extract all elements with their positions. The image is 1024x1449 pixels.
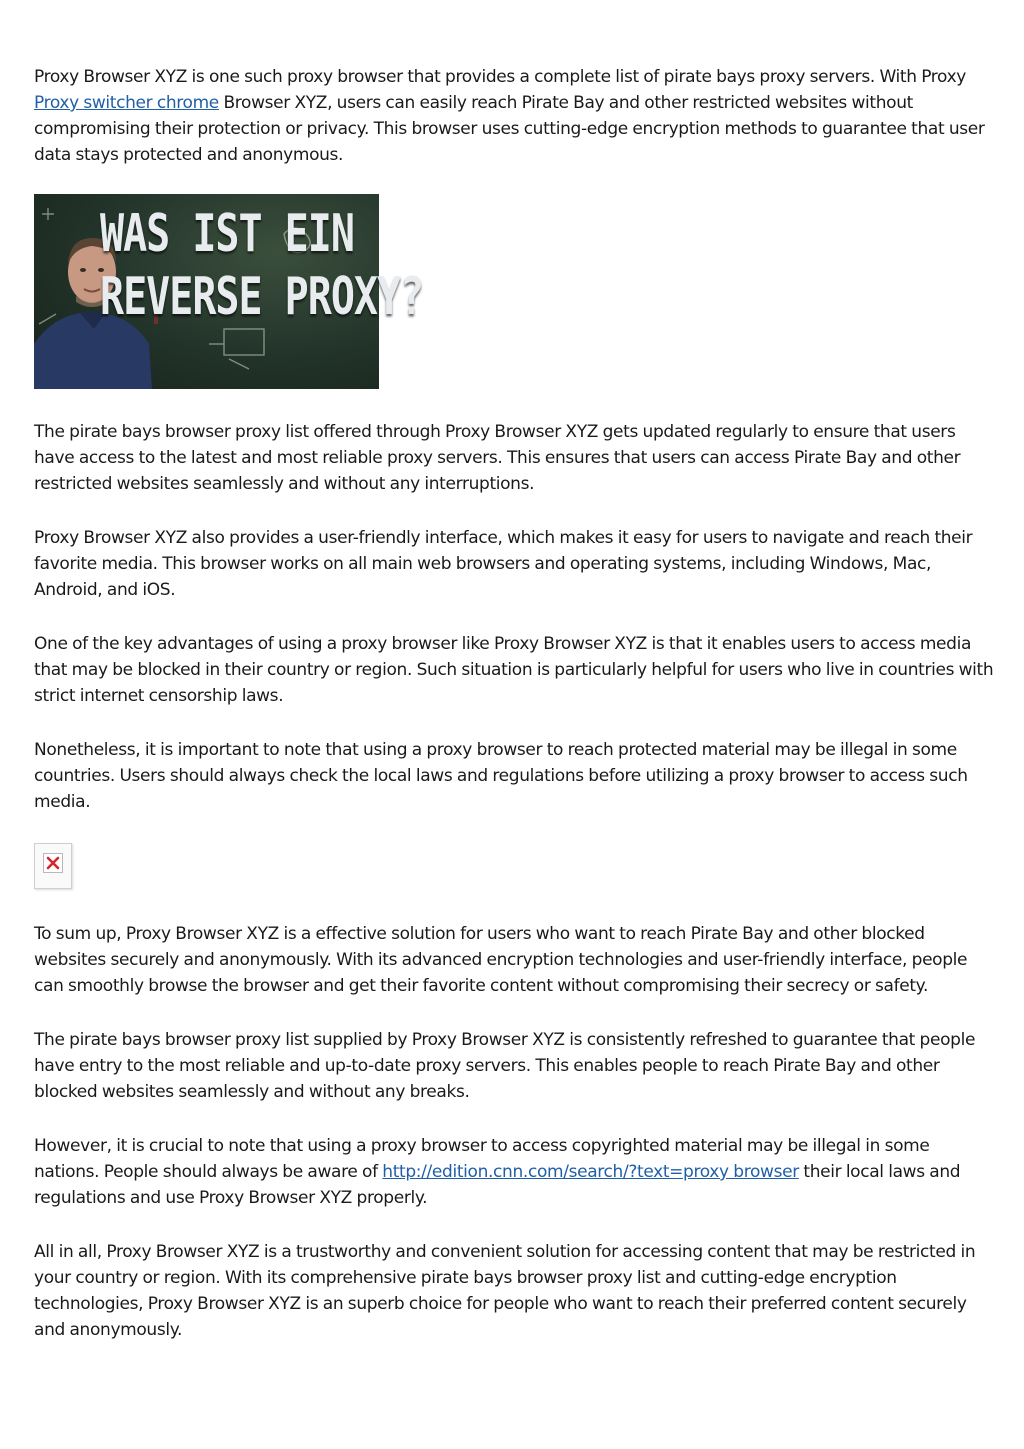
video-thumbnail [34, 194, 424, 389]
paragraph-1-text-b: Browser XYZ, users can easily reach Pirate Bay and other restricted websites without compromising their protection or privacy. This browser uses cutting-edge encryption methods to guarantee that user data stays protected and anonymous. [34, 93, 985, 165]
paragraph-3: Proxy Browser XYZ also provides a user-friendly interface, which makes it easy for users to navigate and reach their favorite media. This browser works on all main web browsers and operating systems, including Windows, Mac, Android, and iOS. [34, 528, 973, 600]
broken-image [34, 843, 72, 889]
paragraph-5: Nonetheless, it is important to note that using a proxy browser to reach protected material may be illegal in some countries. Users should always check the local laws and regulations before utilizing a proxy browser to access such media. [34, 740, 968, 812]
broken-image-icon [43, 853, 63, 873]
paragraph-8-text-b: their local laws and regulations and use Proxy Browser XYZ properly. [34, 1162, 961, 1208]
paragraph-1 [34, 64, 994, 168]
thumbnail-title-line-2: REVERSE PROXY? [100, 267, 424, 327]
article [34, 64, 994, 1343]
paragraph-8-text-a: However, it is crucial to note that using a proxy browser to access copyrighted material may be illegal in some nations. People should always be aware of [34, 1136, 930, 1182]
paragraph-1-text-a: Proxy Browser XYZ is one such proxy browser that provides a complete list of pirate bays proxy servers. With Proxy [34, 67, 967, 87]
paragraph-4: One of the key advantages of using a proxy browser like Proxy Browser XYZ is that it enables users to access media that may be blocked in their country or region. Such situation is particularly helpful for users who live in countries with strict internet censorship laws. [34, 634, 994, 706]
paragraph-6: To sum up, Proxy Browser XYZ is a effective solution for users who want to reach Pirate Bay and other blocked websites securely and anonymously. With its advanced encryption technologies and user-friendly interface, people can smoothly browse the browser and get their favorite content without compromising their secrecy or safety. [34, 924, 968, 996]
proxy-switcher-link[interactable]: Proxy switcher chrome [34, 93, 219, 113]
paragraph-8 [34, 1133, 994, 1211]
cnn-search-link[interactable]: http://edition.cnn.com/search/?text=proxy browser [382, 1162, 799, 1182]
paragraph-7: The pirate bays browser proxy list supplied by Proxy Browser XYZ is consistently refreshed to guarantee that people have entry to the most reliable and up-to-date proxy servers. This enables people to reach Pirate Bay and other blocked websites seamlessly and without any breaks. [34, 1030, 976, 1102]
thumbnail-title-line-1: WAS IST EIN [100, 204, 354, 264]
paragraph-2: The pirate bays browser proxy list offered through Proxy Browser XYZ gets updated regularly to ensure that users have access to the latest and most reliable proxy servers. This ensures that users can access Pirate Bay and other restricted websites seamlessly and without any interruptions. [34, 422, 961, 494]
paragraph-9: All in all, Proxy Browser XYZ is a trustworthy and convenient solution for accessing content that may be restricted in your country or region. With its comprehensive pirate bays browser proxy list and cutting-edge encryption technologies, Proxy Browser XYZ is an superb choice for people who want to reach their preferred content securely and anonymously. [34, 1242, 976, 1340]
